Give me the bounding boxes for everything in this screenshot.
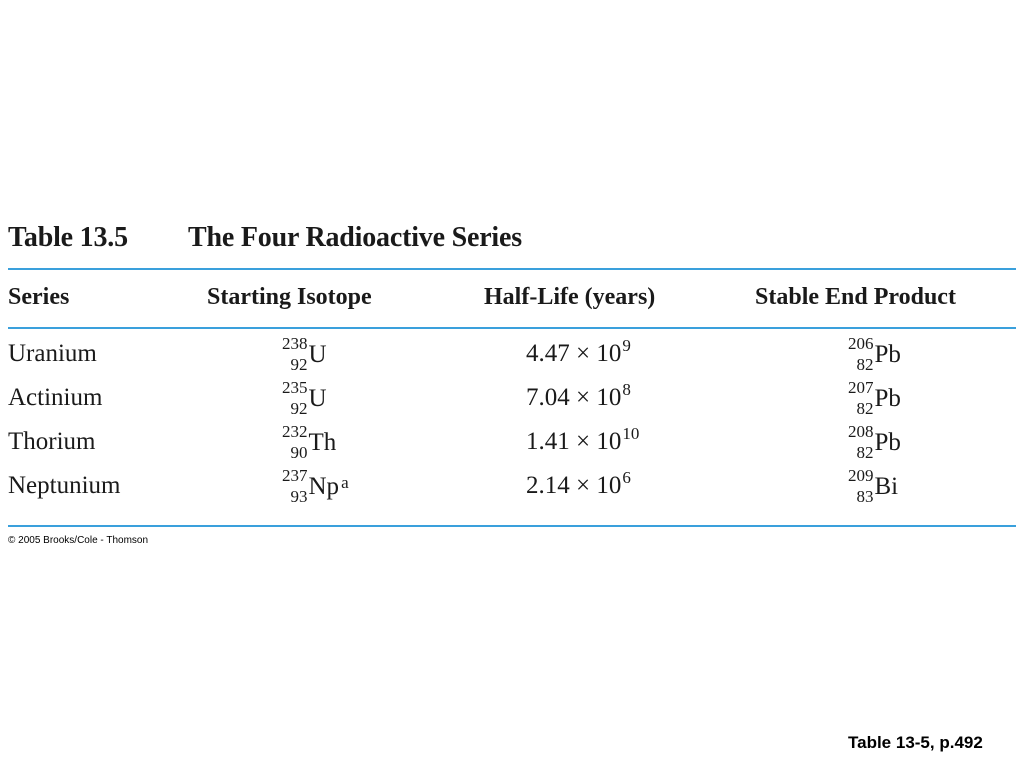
footnote-marker: a [341, 473, 349, 492]
series-name: Neptunium [8, 472, 121, 499]
stable-end-product [848, 422, 901, 462]
half-life-base: 10 [596, 428, 622, 455]
half-life-value [526, 336, 631, 368]
header-half-life: Half-Life (years) [484, 284, 656, 310]
header-rule [8, 327, 1016, 329]
atomic-number: 92 [290, 399, 308, 418]
half-life-base: 10 [596, 340, 622, 367]
starting-isotope [282, 422, 338, 462]
times-sign: × [576, 340, 591, 367]
half-life-mantissa: 1.41 [526, 428, 570, 455]
element-symbol: Pb [874, 429, 901, 456]
header-starting-isotope: Starting Isotope [207, 284, 372, 310]
half-life-exponent: 10 [622, 424, 640, 443]
header-series: Series [8, 284, 70, 310]
bottom-rule [8, 525, 1016, 527]
half-life-base: 10 [596, 384, 622, 411]
element-symbol: U [308, 341, 327, 368]
atomic-number: 90 [290, 443, 308, 462]
table-title [8, 222, 522, 254]
atomic-number: 83 [856, 487, 874, 506]
atomic-number: 82 [856, 443, 874, 462]
top-rule [8, 268, 1016, 270]
starting-isotope [282, 466, 349, 506]
times-sign: × [576, 472, 591, 499]
half-life-base: 10 [596, 472, 622, 499]
stable-end-product [848, 378, 901, 418]
mass-number: 235 [282, 378, 308, 397]
element-symbol: Np [308, 473, 340, 500]
series-name: Thorium [8, 428, 96, 455]
table-number: Table 13.5 [8, 222, 128, 253]
half-life-exponent: 6 [622, 468, 631, 487]
series-name: Uranium [8, 340, 97, 367]
half-life-value [526, 424, 640, 456]
element-symbol: Pb [874, 341, 901, 368]
mass-number: 232 [282, 422, 308, 441]
stable-end-product [848, 334, 901, 374]
starting-isotope [282, 334, 329, 374]
mass-number: 208 [848, 422, 874, 441]
element-symbol: Bi [874, 473, 899, 500]
mass-number: 207 [848, 378, 874, 397]
mass-number: 209 [848, 466, 874, 485]
half-life-mantissa: 2.14 [526, 472, 570, 499]
half-life-exponent: 9 [622, 336, 631, 355]
atomic-number: 82 [856, 355, 874, 374]
atomic-number: 92 [290, 355, 308, 374]
element-symbol: Pb [874, 385, 901, 412]
table-title-text: The Four Radioactive Series [188, 222, 522, 253]
mass-number: 238 [282, 334, 308, 353]
atomic-number: 82 [856, 399, 874, 418]
half-life-exponent: 8 [622, 380, 631, 399]
half-life-mantissa: 7.04 [526, 384, 570, 411]
series-name: Actinium [8, 384, 103, 411]
header-stable-end-product: Stable End Product [755, 284, 956, 310]
times-sign: × [576, 384, 591, 411]
copyright-notice: © 2005 Brooks/Cole - Thomson [8, 535, 149, 546]
atomic-number: 93 [290, 487, 308, 506]
element-symbol: U [308, 385, 327, 412]
times-sign: × [576, 428, 591, 455]
half-life-mantissa: 4.47 [526, 340, 570, 367]
half-life-value [526, 380, 631, 412]
starting-isotope [282, 378, 329, 418]
mass-number: 237 [282, 466, 308, 485]
element-symbol: Th [308, 429, 337, 456]
half-life-value [526, 468, 631, 500]
stable-end-product [848, 466, 899, 506]
mass-number: 206 [848, 334, 874, 353]
slide-caption: Table 13-5, p.492 [848, 733, 983, 752]
